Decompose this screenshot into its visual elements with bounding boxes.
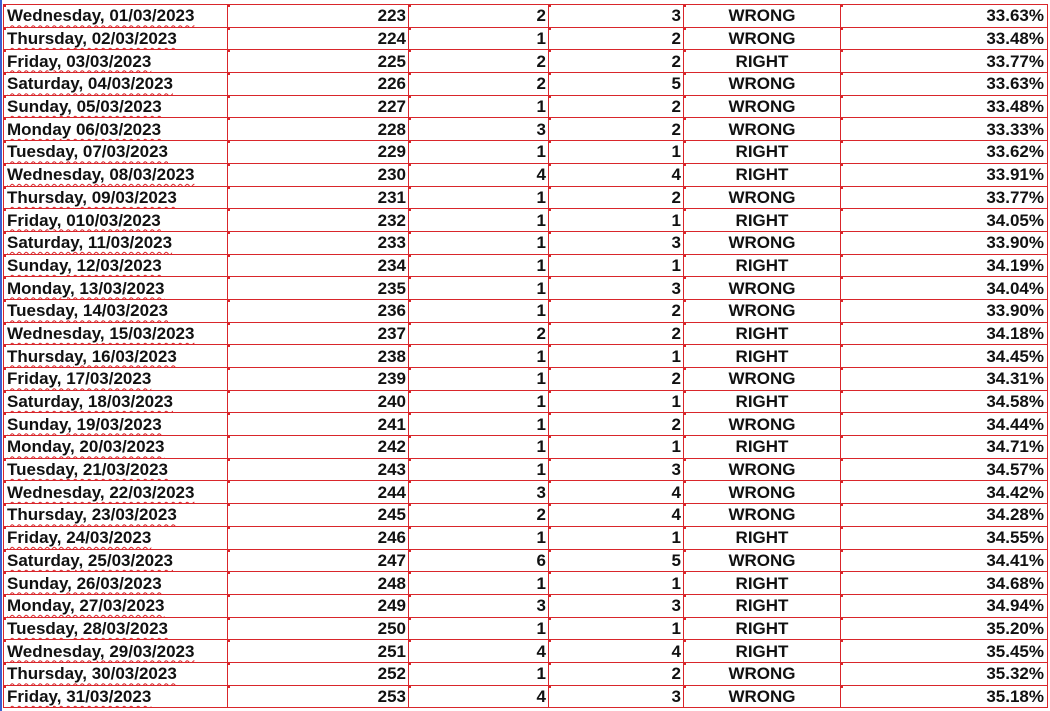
- value-b-cell[interactable]: 2: [549, 322, 684, 345]
- number-cell[interactable]: 250: [228, 617, 409, 640]
- table-row: [4, 209, 1048, 232]
- date-cell[interactable]: [4, 436, 228, 459]
- result-cell[interactable]: RIGHT: [684, 345, 841, 368]
- date-cell[interactable]: [4, 458, 228, 481]
- value-b-cell[interactable]: 1: [549, 390, 684, 413]
- result-cell[interactable]: WRONG: [684, 685, 841, 708]
- date-cell[interactable]: [4, 141, 228, 164]
- date-text: Wednesday, 15/03/2023: [7, 323, 195, 343]
- result-cell[interactable]: WRONG: [684, 504, 841, 527]
- value-a-cell[interactable]: 2: [409, 50, 549, 73]
- table-row: [4, 594, 1048, 617]
- date-text: Sunday, 26/03/2023: [7, 573, 162, 593]
- percentage-cell[interactable]: 33.33%: [841, 118, 1048, 141]
- date-cell[interactable]: [4, 549, 228, 572]
- percentage-cell[interactable]: 34.68%: [841, 572, 1048, 595]
- result-cell[interactable]: WRONG: [684, 231, 841, 254]
- date-text: Wednesday, 29/03/2023: [7, 641, 195, 661]
- value-a-cell[interactable]: 2: [409, 322, 549, 345]
- result-cell[interactable]: RIGHT: [684, 141, 841, 164]
- result-cell[interactable]: RIGHT: [684, 594, 841, 617]
- value-a-cell[interactable]: 2: [409, 73, 549, 96]
- number-cell[interactable]: 240: [228, 390, 409, 413]
- percentage-cell[interactable]: 34.55%: [841, 526, 1048, 549]
- date-cell[interactable]: [4, 368, 228, 391]
- number-cell[interactable]: 241: [228, 413, 409, 436]
- date-text: Tuesday, 21/03/2023: [7, 460, 168, 480]
- number-cell[interactable]: 233: [228, 231, 409, 254]
- date-text: Monday, 20/03/2023: [7, 437, 165, 457]
- value-a-cell[interactable]: 1: [409, 141, 549, 164]
- table-row: [4, 368, 1048, 391]
- value-b-cell[interactable]: 3: [549, 231, 684, 254]
- value-a-cell[interactable]: 4: [409, 163, 549, 186]
- result-cell[interactable]: WRONG: [684, 368, 841, 391]
- value-b-cell[interactable]: 1: [549, 526, 684, 549]
- date-cell[interactable]: [4, 299, 228, 322]
- result-cell[interactable]: RIGHT: [684, 50, 841, 73]
- table-row: [4, 662, 1048, 685]
- date-text: Sunday, 12/03/2023: [7, 255, 162, 275]
- percentage-cell[interactable]: 34.04%: [841, 277, 1048, 300]
- date-cell[interactable]: [4, 254, 228, 277]
- value-b-cell[interactable]: 2: [549, 50, 684, 73]
- number-cell[interactable]: 235: [228, 277, 409, 300]
- date-text: Friday, 010/03/2023: [7, 210, 161, 230]
- date-text: Wednesday, 08/03/2023: [7, 165, 195, 185]
- number-cell[interactable]: 246: [228, 526, 409, 549]
- result-cell[interactable]: RIGHT: [684, 617, 841, 640]
- date-cell[interactable]: [4, 685, 228, 708]
- table-row: [4, 231, 1048, 254]
- number-cell[interactable]: 253: [228, 685, 409, 708]
- table-row: [4, 504, 1048, 527]
- date-text: Tuesday, 14/03/2023: [7, 301, 168, 321]
- date-cell[interactable]: [4, 481, 228, 504]
- percentage-cell[interactable]: 33.63%: [841, 5, 1048, 28]
- value-a-cell[interactable]: 1: [409, 254, 549, 277]
- value-a-cell[interactable]: 1: [409, 345, 549, 368]
- percentage-cell[interactable]: 33.91%: [841, 163, 1048, 186]
- date-cell[interactable]: [4, 640, 228, 663]
- number-cell[interactable]: 238: [228, 345, 409, 368]
- percentage-cell[interactable]: 33.63%: [841, 73, 1048, 96]
- date-text: Tuesday, 28/03/2023: [7, 618, 168, 638]
- value-a-cell[interactable]: 1: [409, 231, 549, 254]
- table-row: [4, 277, 1048, 300]
- date-cell[interactable]: [4, 73, 228, 96]
- date-text: Friday, 03/03/2023: [7, 51, 152, 71]
- number-cell[interactable]: 236: [228, 299, 409, 322]
- number-cell[interactable]: 230: [228, 163, 409, 186]
- number-cell[interactable]: 227: [228, 95, 409, 118]
- value-a-cell[interactable]: 1: [409, 390, 549, 413]
- number-cell[interactable]: 224: [228, 27, 409, 50]
- value-b-cell[interactable]: 1: [549, 254, 684, 277]
- date-text: Tuesday, 07/03/2023: [7, 142, 168, 162]
- result-cell[interactable]: WRONG: [684, 413, 841, 436]
- value-a-cell[interactable]: 1: [409, 186, 549, 209]
- date-cell[interactable]: [4, 322, 228, 345]
- date-cell[interactable]: [4, 504, 228, 527]
- result-cell[interactable]: RIGHT: [684, 572, 841, 595]
- number-cell[interactable]: 229: [228, 141, 409, 164]
- percentage-cell[interactable]: 34.58%: [841, 390, 1048, 413]
- number-cell[interactable]: 239: [228, 368, 409, 391]
- number-cell[interactable]: 237: [228, 322, 409, 345]
- table-row: [4, 390, 1048, 413]
- value-a-cell[interactable]: 6: [409, 549, 549, 572]
- value-b-cell[interactable]: 1: [549, 572, 684, 595]
- result-cell[interactable]: WRONG: [684, 118, 841, 141]
- table-row: [4, 186, 1048, 209]
- date-cell[interactable]: [4, 572, 228, 595]
- result-cell[interactable]: RIGHT: [684, 390, 841, 413]
- date-text: Saturday, 18/03/2023: [7, 392, 174, 412]
- result-cell[interactable]: WRONG: [684, 662, 841, 685]
- value-b-cell[interactable]: 1: [549, 436, 684, 459]
- table-row: [4, 413, 1048, 436]
- value-b-cell[interactable]: 2: [549, 186, 684, 209]
- value-b-cell[interactable]: 2: [549, 95, 684, 118]
- number-cell[interactable]: 232: [228, 209, 409, 232]
- table-row: [4, 572, 1048, 595]
- value-a-cell[interactable]: 1: [409, 617, 549, 640]
- date-cell[interactable]: [4, 118, 228, 141]
- table-row: [4, 299, 1048, 322]
- value-b-cell[interactable]: 2: [549, 413, 684, 436]
- result-cell[interactable]: RIGHT: [684, 254, 841, 277]
- percentage-cell[interactable]: 34.19%: [841, 254, 1048, 277]
- percentage-cell[interactable]: 33.77%: [841, 186, 1048, 209]
- table-row: [4, 481, 1048, 504]
- result-cell[interactable]: WRONG: [684, 481, 841, 504]
- table-body: [4, 5, 1048, 708]
- value-a-cell[interactable]: 1: [409, 368, 549, 391]
- percentage-cell[interactable]: 35.45%: [841, 640, 1048, 663]
- date-text: Thursday, 16/03/2023: [7, 346, 177, 366]
- date-text: Thursday, 09/03/2023: [7, 187, 177, 207]
- date-cell[interactable]: [4, 413, 228, 436]
- value-a-cell[interactable]: 1: [409, 526, 549, 549]
- value-b-cell[interactable]: 2: [549, 368, 684, 391]
- value-a-cell[interactable]: 1: [409, 27, 549, 50]
- value-b-cell[interactable]: 2: [549, 118, 684, 141]
- value-a-cell[interactable]: 1: [409, 95, 549, 118]
- date-cell[interactable]: [4, 50, 228, 73]
- percentage-cell[interactable]: 33.48%: [841, 27, 1048, 50]
- result-cell[interactable]: RIGHT: [684, 209, 841, 232]
- date-text: Saturday, 11/03/2023: [7, 233, 173, 253]
- result-cell[interactable]: WRONG: [684, 186, 841, 209]
- value-a-cell[interactable]: 1: [409, 209, 549, 232]
- date-text: Thursday, 23/03/2023: [7, 505, 177, 525]
- date-text: Monday 06/03/2023: [7, 119, 162, 139]
- table-row: [4, 640, 1048, 663]
- date-text: Monday, 27/03/2023: [7, 596, 165, 616]
- percentage-cell[interactable]: 34.18%: [841, 322, 1048, 345]
- value-a-cell[interactable]: 4: [409, 685, 549, 708]
- date-text: Saturday, 25/03/2023: [7, 550, 174, 570]
- value-b-cell[interactable]: 1: [549, 345, 684, 368]
- date-cell[interactable]: [4, 231, 228, 254]
- result-cell[interactable]: WRONG: [684, 277, 841, 300]
- table-row: [4, 5, 1048, 28]
- result-cell[interactable]: RIGHT: [684, 640, 841, 663]
- number-cell[interactable]: 234: [228, 254, 409, 277]
- value-b-cell[interactable]: 3: [549, 5, 684, 28]
- table-row: [4, 345, 1048, 368]
- table-row: [4, 436, 1048, 459]
- result-cell[interactable]: RIGHT: [684, 322, 841, 345]
- date-text: Sunday, 19/03/2023: [7, 414, 162, 434]
- date-text: Friday, 24/03/2023: [7, 528, 152, 548]
- table-row: [4, 73, 1048, 96]
- result-cell[interactable]: WRONG: [684, 73, 841, 96]
- date-text: Friday, 31/03/2023: [7, 686, 152, 706]
- result-cell[interactable]: RIGHT: [684, 436, 841, 459]
- percentage-cell[interactable]: 35.20%: [841, 617, 1048, 640]
- value-a-cell[interactable]: 3: [409, 481, 549, 504]
- table-row: [4, 617, 1048, 640]
- table-row: [4, 458, 1048, 481]
- table-row: [4, 50, 1048, 73]
- value-a-cell[interactable]: 1: [409, 277, 549, 300]
- value-b-cell[interactable]: 2: [549, 27, 684, 50]
- percentage-cell[interactable]: 33.48%: [841, 95, 1048, 118]
- number-cell[interactable]: 223: [228, 5, 409, 28]
- date-cell[interactable]: [4, 345, 228, 368]
- date-cell[interactable]: [4, 526, 228, 549]
- value-a-cell[interactable]: 4: [409, 640, 549, 663]
- table-row: [4, 549, 1048, 572]
- value-a-cell[interactable]: 1: [409, 413, 549, 436]
- percentage-cell[interactable]: 34.42%: [841, 481, 1048, 504]
- value-a-cell[interactable]: 1: [409, 299, 549, 322]
- percentage-cell[interactable]: 34.28%: [841, 504, 1048, 527]
- percentage-cell[interactable]: 34.44%: [841, 413, 1048, 436]
- date-cell[interactable]: [4, 209, 228, 232]
- percentage-cell[interactable]: 34.94%: [841, 594, 1048, 617]
- data-table: [3, 4, 1048, 708]
- number-cell[interactable]: 245: [228, 504, 409, 527]
- value-a-cell[interactable]: 3: [409, 594, 549, 617]
- date-cell[interactable]: [4, 95, 228, 118]
- date-text: Thursday, 30/03/2023: [7, 664, 177, 684]
- value-b-cell[interactable]: 4: [549, 481, 684, 504]
- result-cell[interactable]: RIGHT: [684, 526, 841, 549]
- number-cell[interactable]: 226: [228, 73, 409, 96]
- date-text: Wednesday, 22/03/2023: [7, 482, 195, 502]
- date-cell[interactable]: [4, 27, 228, 50]
- value-b-cell[interactable]: 5: [549, 549, 684, 572]
- number-cell[interactable]: 251: [228, 640, 409, 663]
- percentage-cell[interactable]: 35.32%: [841, 662, 1048, 685]
- percentage-cell[interactable]: 33.90%: [841, 231, 1048, 254]
- date-cell[interactable]: [4, 594, 228, 617]
- number-cell[interactable]: 244: [228, 481, 409, 504]
- value-b-cell[interactable]: 3: [549, 594, 684, 617]
- result-cell[interactable]: WRONG: [684, 299, 841, 322]
- value-a-cell[interactable]: 1: [409, 436, 549, 459]
- value-b-cell[interactable]: 5: [549, 73, 684, 96]
- number-cell[interactable]: 252: [228, 662, 409, 685]
- table-row: [4, 322, 1048, 345]
- number-cell[interactable]: 247: [228, 549, 409, 572]
- number-cell[interactable]: 231: [228, 186, 409, 209]
- number-cell[interactable]: 228: [228, 118, 409, 141]
- date-cell[interactable]: [4, 186, 228, 209]
- value-a-cell[interactable]: 1: [409, 662, 549, 685]
- table-row: [4, 27, 1048, 50]
- result-cell[interactable]: WRONG: [684, 27, 841, 50]
- number-cell[interactable]: 225: [228, 50, 409, 73]
- date-text: Monday, 13/03/2023: [7, 278, 165, 298]
- date-cell[interactable]: [4, 163, 228, 186]
- date-cell[interactable]: [4, 277, 228, 300]
- table-row: [4, 254, 1048, 277]
- date-cell[interactable]: [4, 617, 228, 640]
- percentage-cell[interactable]: 34.05%: [841, 209, 1048, 232]
- value-a-cell[interactable]: 1: [409, 458, 549, 481]
- percentage-cell[interactable]: 34.41%: [841, 549, 1048, 572]
- table-row: [4, 526, 1048, 549]
- percentage-cell[interactable]: 34.31%: [841, 368, 1048, 391]
- value-a-cell[interactable]: 1: [409, 572, 549, 595]
- value-b-cell[interactable]: 3: [549, 685, 684, 708]
- value-b-cell[interactable]: 2: [549, 299, 684, 322]
- date-cell[interactable]: [4, 390, 228, 413]
- value-b-cell[interactable]: 4: [549, 504, 684, 527]
- result-cell[interactable]: WRONG: [684, 549, 841, 572]
- percentage-cell[interactable]: 33.62%: [841, 141, 1048, 164]
- value-b-cell[interactable]: 1: [549, 617, 684, 640]
- table-row: [4, 163, 1048, 186]
- date-text: Wednesday, 01/03/2023: [7, 6, 195, 26]
- result-cell[interactable]: WRONG: [684, 5, 841, 28]
- number-cell[interactable]: 248: [228, 572, 409, 595]
- percentage-cell[interactable]: 35.18%: [841, 685, 1048, 708]
- date-text: Saturday, 04/03/2023: [7, 74, 174, 94]
- value-a-cell[interactable]: 2: [409, 504, 549, 527]
- number-cell[interactable]: 243: [228, 458, 409, 481]
- date-text: Friday, 17/03/2023: [7, 369, 152, 389]
- table-row: [4, 141, 1048, 164]
- date-text: Thursday, 02/03/2023: [7, 29, 177, 49]
- value-b-cell[interactable]: 4: [549, 640, 684, 663]
- value-b-cell[interactable]: 3: [549, 458, 684, 481]
- result-cell[interactable]: RIGHT: [684, 163, 841, 186]
- table-row: [4, 95, 1048, 118]
- result-cell[interactable]: WRONG: [684, 458, 841, 481]
- value-b-cell[interactable]: 2: [549, 662, 684, 685]
- value-b-cell[interactable]: 3: [549, 277, 684, 300]
- selection-edge: [0, 0, 2, 711]
- result-cell[interactable]: WRONG: [684, 95, 841, 118]
- date-text: Sunday, 05/03/2023: [7, 97, 162, 117]
- value-b-cell[interactable]: 4: [549, 163, 684, 186]
- value-b-cell[interactable]: 1: [549, 209, 684, 232]
- percentage-cell[interactable]: 34.57%: [841, 458, 1048, 481]
- value-b-cell[interactable]: 1: [549, 141, 684, 164]
- percentage-cell[interactable]: 33.77%: [841, 50, 1048, 73]
- value-a-cell[interactable]: 3: [409, 118, 549, 141]
- date-cell[interactable]: [4, 5, 228, 28]
- number-cell[interactable]: 249: [228, 594, 409, 617]
- percentage-cell[interactable]: 33.90%: [841, 299, 1048, 322]
- percentage-cell[interactable]: 34.71%: [841, 436, 1048, 459]
- table-row: [4, 118, 1048, 141]
- number-cell[interactable]: 242: [228, 436, 409, 459]
- percentage-cell[interactable]: 34.45%: [841, 345, 1048, 368]
- date-cell[interactable]: [4, 662, 228, 685]
- table-row: [4, 685, 1048, 708]
- value-a-cell[interactable]: 2: [409, 5, 549, 28]
